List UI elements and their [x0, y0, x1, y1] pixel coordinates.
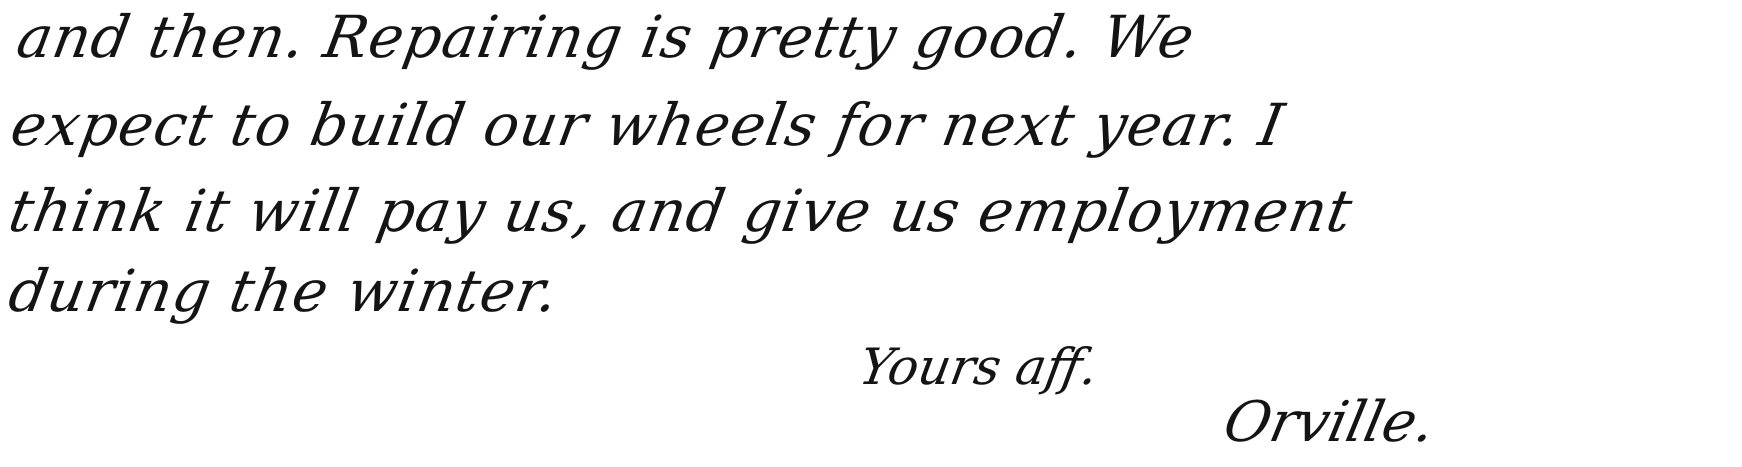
letter-line-1: and then. Repairing is pretty good. We — [12, 3, 1201, 71]
letter-signature: Orville. — [1218, 390, 1441, 455]
letter-line-2: expect to build our wheels for next year. I — [6, 91, 1290, 159]
letter-closing: Yours aff. — [854, 338, 1103, 396]
letter-line-3: think it will pay us, and give us employment — [4, 177, 1359, 245]
letter-line-4: during the winter. — [4, 257, 565, 325]
